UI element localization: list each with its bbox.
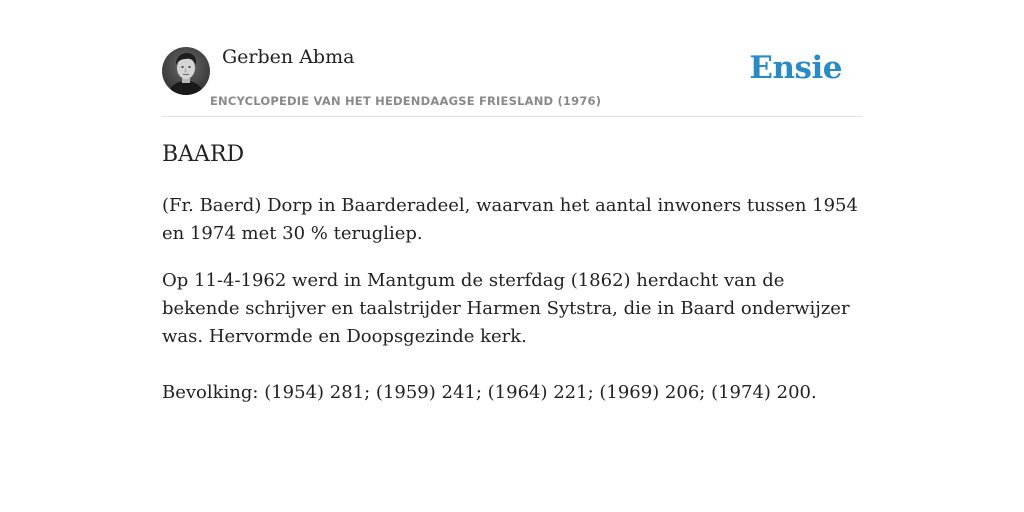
source-label[interactable]: ENCYCLOPEDIE VAN HET HEDENDAAGSE FRIESLAND (1976): [210, 94, 602, 108]
author-portrait-icon: [162, 47, 210, 95]
brand-logo[interactable]: Ensie: [749, 50, 842, 86]
article-paragraph: (Fr. Baerd) Dorp in Baarderadeel, waarvan het aantal inwoners tussen 1954 en 1974 met 30 % terugliep.: [162, 195, 858, 244]
article-title: BAARD: [162, 142, 245, 167]
article-header: [162, 46, 862, 117]
article-paragraph: Op 11-4-1962 werd in Mantgum de sterfdag (1862) herdacht van de bekende schrijver en taalstrijder Harmen Sytstra, die in Baard onderwijzer was. Hervormde en Doopsgezinde kerk.: [162, 270, 850, 347]
article-body: [162, 138, 864, 407]
author-avatar[interactable]: [162, 47, 210, 95]
author-name[interactable]: Gerben Abma: [222, 46, 355, 68]
article-paragraph: Bevolking: (1954) 281; (1959) 241; (1964) 221; (1969) 206; (1974) 200.: [162, 382, 817, 403]
